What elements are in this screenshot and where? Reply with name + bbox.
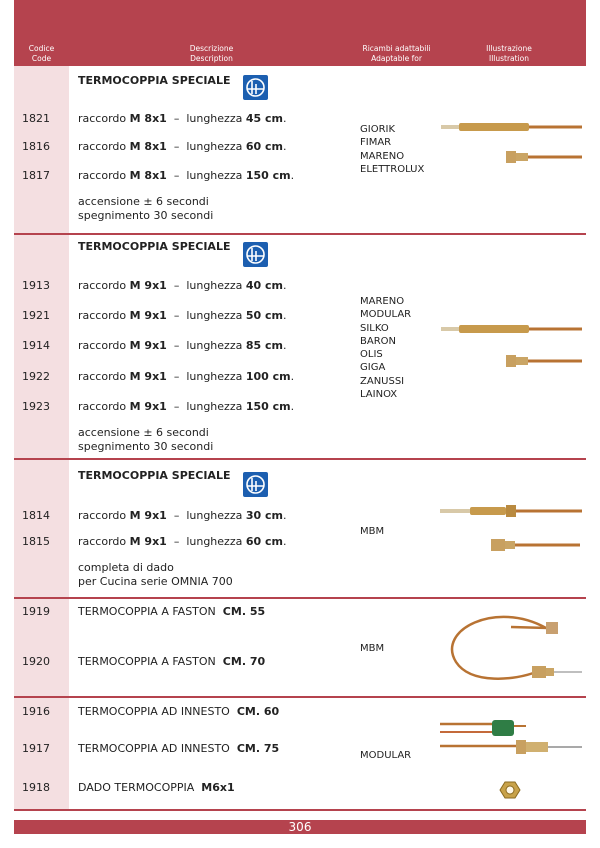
illustration-header: [464, 44, 554, 64]
product-description: [78, 370, 294, 383]
word: –: [173, 140, 180, 153]
word: raccordo: [78, 370, 127, 383]
note-line: completa di dado: [78, 561, 174, 574]
adaptable-list: [360, 123, 424, 176]
word: .: [290, 400, 295, 413]
product-code: 1821: [22, 112, 50, 125]
size: CM. 55: [222, 605, 266, 618]
word: .: [290, 169, 295, 182]
word: .: [282, 509, 287, 522]
code-header: [14, 44, 69, 64]
adaptable-brand: MODULAR: [360, 309, 412, 321]
connector: M 8x1: [129, 169, 167, 182]
code-header-en: Code: [31, 54, 52, 63]
note-line: accensione ± 6 secondi: [78, 195, 209, 208]
word: –: [173, 400, 180, 413]
word: raccordo: [78, 339, 127, 352]
product-code: 1921: [22, 309, 50, 322]
note-line: spegnimento 30 secondi: [78, 439, 214, 453]
adaptable-list: [360, 642, 384, 655]
word: .: [290, 370, 295, 383]
product-code: 1817: [22, 169, 50, 182]
product-label: TERMOCOPPIA AD INNESTO: [78, 742, 230, 755]
product-code: 1918: [22, 781, 50, 794]
adaptable-brand: MBM: [360, 643, 385, 654]
product-description: [78, 169, 294, 182]
brand-logo-icon: [243, 75, 268, 100]
product-code: 1916: [22, 705, 50, 718]
adaptable-brand: MBM: [360, 526, 385, 537]
length: 30 cm: [245, 509, 283, 522]
product-label: TERMOCOPPIA AD INNESTO: [78, 705, 230, 718]
length: 85 cm: [245, 339, 283, 352]
word: raccordo: [78, 535, 127, 548]
length: 100 cm: [245, 370, 291, 383]
section-divider: [14, 233, 586, 235]
adaptable-brand: MODULAR: [360, 750, 412, 761]
product-code: 1816: [22, 140, 50, 153]
connector: M 9x1: [129, 370, 167, 383]
description-header-it: Descrizione: [189, 44, 234, 53]
page-number: 306: [288, 820, 312, 834]
illustration-header-en: Illustration: [488, 54, 530, 63]
section-divider: [14, 597, 586, 599]
note-line: spegnimento 30 secondi: [78, 208, 214, 222]
product-label: DADO TERMOCOPPIA: [78, 781, 195, 794]
word: lunghezza: [186, 509, 243, 522]
product-code: 1919: [22, 605, 50, 618]
word: .: [282, 535, 287, 548]
code-header-it: Codice: [28, 44, 55, 53]
product-note: [78, 426, 213, 453]
adaptable-brand: FIMAR: [360, 137, 392, 149]
product-code: 1814: [22, 509, 50, 522]
word: lunghezza: [186, 339, 243, 352]
adaptable-list: [360, 749, 411, 762]
adaptable-brand: MARENO: [360, 150, 405, 162]
connector: M 9x1: [129, 279, 167, 292]
connector: M 8x1: [129, 112, 167, 125]
word: raccordo: [78, 509, 127, 522]
adaptable-brand: ZANUSSI: [360, 375, 405, 387]
adaptable-header-en: Adaptable for: [371, 54, 422, 63]
length: 45 cm: [245, 112, 283, 125]
section-title: TERMOCOPPIA SPECIALE: [78, 240, 231, 253]
size: CM. 60: [236, 705, 280, 718]
connector: M 8x1: [129, 140, 167, 153]
section-title: TERMOCOPPIA SPECIALE: [78, 469, 231, 482]
word: –: [173, 169, 180, 182]
table-header: [14, 0, 586, 66]
size: CM. 70: [222, 655, 266, 668]
faston-thermocouple-illustration: [436, 600, 586, 692]
adaptable-list: [360, 525, 384, 538]
product-label: TERMOCOPPIA A FASTON: [78, 655, 216, 668]
description-header: [144, 44, 279, 64]
word: –: [173, 370, 180, 383]
word: lunghezza: [186, 535, 243, 548]
product-description: [78, 140, 286, 153]
product-code: 1923: [22, 400, 50, 413]
word: lunghezza: [186, 370, 243, 383]
product-description: [78, 605, 265, 618]
illustration-header-it: Illustrazione: [486, 44, 532, 53]
word: lunghezza: [186, 279, 243, 292]
product-description: [78, 309, 286, 322]
product-code: 1920: [22, 655, 50, 668]
note-line: accensione ± 6 secondi: [78, 426, 209, 439]
product-note: [78, 195, 213, 222]
length: 40 cm: [245, 279, 283, 292]
adaptable-brand: GIGA: [360, 362, 386, 374]
length: 60 cm: [245, 535, 283, 548]
product-code: 1922: [22, 370, 50, 383]
brand-logo-icon: [243, 242, 268, 267]
product-code: 1913: [22, 279, 50, 292]
product-note: [78, 561, 233, 588]
adaptable-brand: ELETTROLUX: [360, 163, 425, 175]
length: 60 cm: [245, 140, 283, 153]
word: .: [282, 339, 287, 352]
word: raccordo: [78, 112, 127, 125]
word: –: [173, 509, 180, 522]
word: –: [173, 535, 180, 548]
product-description: [78, 655, 265, 668]
product-description: [78, 339, 286, 352]
product-description: [78, 781, 235, 794]
word: .: [282, 279, 287, 292]
product-description: [78, 112, 286, 125]
product-description: [78, 509, 286, 522]
word: lunghezza: [186, 309, 243, 322]
adaptable-brand: SILKO: [360, 322, 389, 334]
product-description: [78, 400, 294, 413]
thermocouple-illustration: [436, 497, 586, 562]
word: –: [173, 112, 180, 125]
nut-illustration: [499, 780, 521, 800]
code-column-bg: [14, 460, 69, 597]
word: lunghezza: [186, 400, 243, 413]
product-code: 1914: [22, 339, 50, 352]
section-title: TERMOCOPPIA SPECIALE: [78, 74, 231, 87]
product-code: 1815: [22, 535, 50, 548]
connector: M 9x1: [129, 400, 167, 413]
word: raccordo: [78, 169, 127, 182]
adaptable-brand: BARON: [360, 335, 397, 347]
length: 50 cm: [245, 309, 283, 322]
word: raccordo: [78, 279, 127, 292]
word: lunghezza: [186, 169, 243, 182]
connector: M 9x1: [129, 339, 167, 352]
word: raccordo: [78, 140, 127, 153]
word: lunghezza: [186, 140, 243, 153]
word: .: [282, 309, 287, 322]
product-description: [78, 279, 286, 292]
product-description: [78, 705, 279, 718]
connector: M 9x1: [129, 309, 167, 322]
length: 150 cm: [245, 169, 291, 182]
adaptable-brand: OLIS: [360, 349, 383, 361]
section-divider: [14, 696, 586, 698]
page-footer: [14, 820, 586, 834]
connector: M 9x1: [129, 509, 167, 522]
brand-logo-icon: [243, 472, 268, 497]
word: raccordo: [78, 400, 127, 413]
word: –: [173, 279, 180, 292]
product-code: 1917: [22, 742, 50, 755]
adaptable-list: [360, 295, 411, 401]
word: .: [282, 112, 287, 125]
adaptable-header: [349, 44, 444, 64]
word: –: [173, 309, 180, 322]
section-divider: [14, 809, 586, 811]
word: raccordo: [78, 309, 127, 322]
adaptable-brand: GIORIK: [360, 124, 396, 135]
word: .: [282, 140, 287, 153]
adaptable-brand: LAINOX: [360, 389, 398, 401]
size: M6x1: [201, 781, 235, 794]
product-description: [78, 535, 286, 548]
thermocouple-illustration: [436, 315, 586, 375]
plug-thermocouple-illustration: [436, 712, 586, 762]
word: lunghezza: [186, 112, 243, 125]
adaptable-brand: MARENO: [360, 296, 405, 307]
product-label: TERMOCOPPIA A FASTON: [78, 605, 216, 618]
note-line: per Cucina serie OMNIA 700: [78, 574, 233, 588]
description-header-en: Description: [190, 54, 233, 63]
section-divider: [14, 458, 586, 460]
thermocouple-illustration: [436, 115, 586, 175]
connector: M 9x1: [129, 535, 167, 548]
size: CM. 75: [236, 742, 280, 755]
length: 150 cm: [245, 400, 291, 413]
adaptable-header-it: Ricambi adattabili: [362, 44, 431, 53]
word: –: [173, 339, 180, 352]
product-description: [78, 742, 279, 755]
